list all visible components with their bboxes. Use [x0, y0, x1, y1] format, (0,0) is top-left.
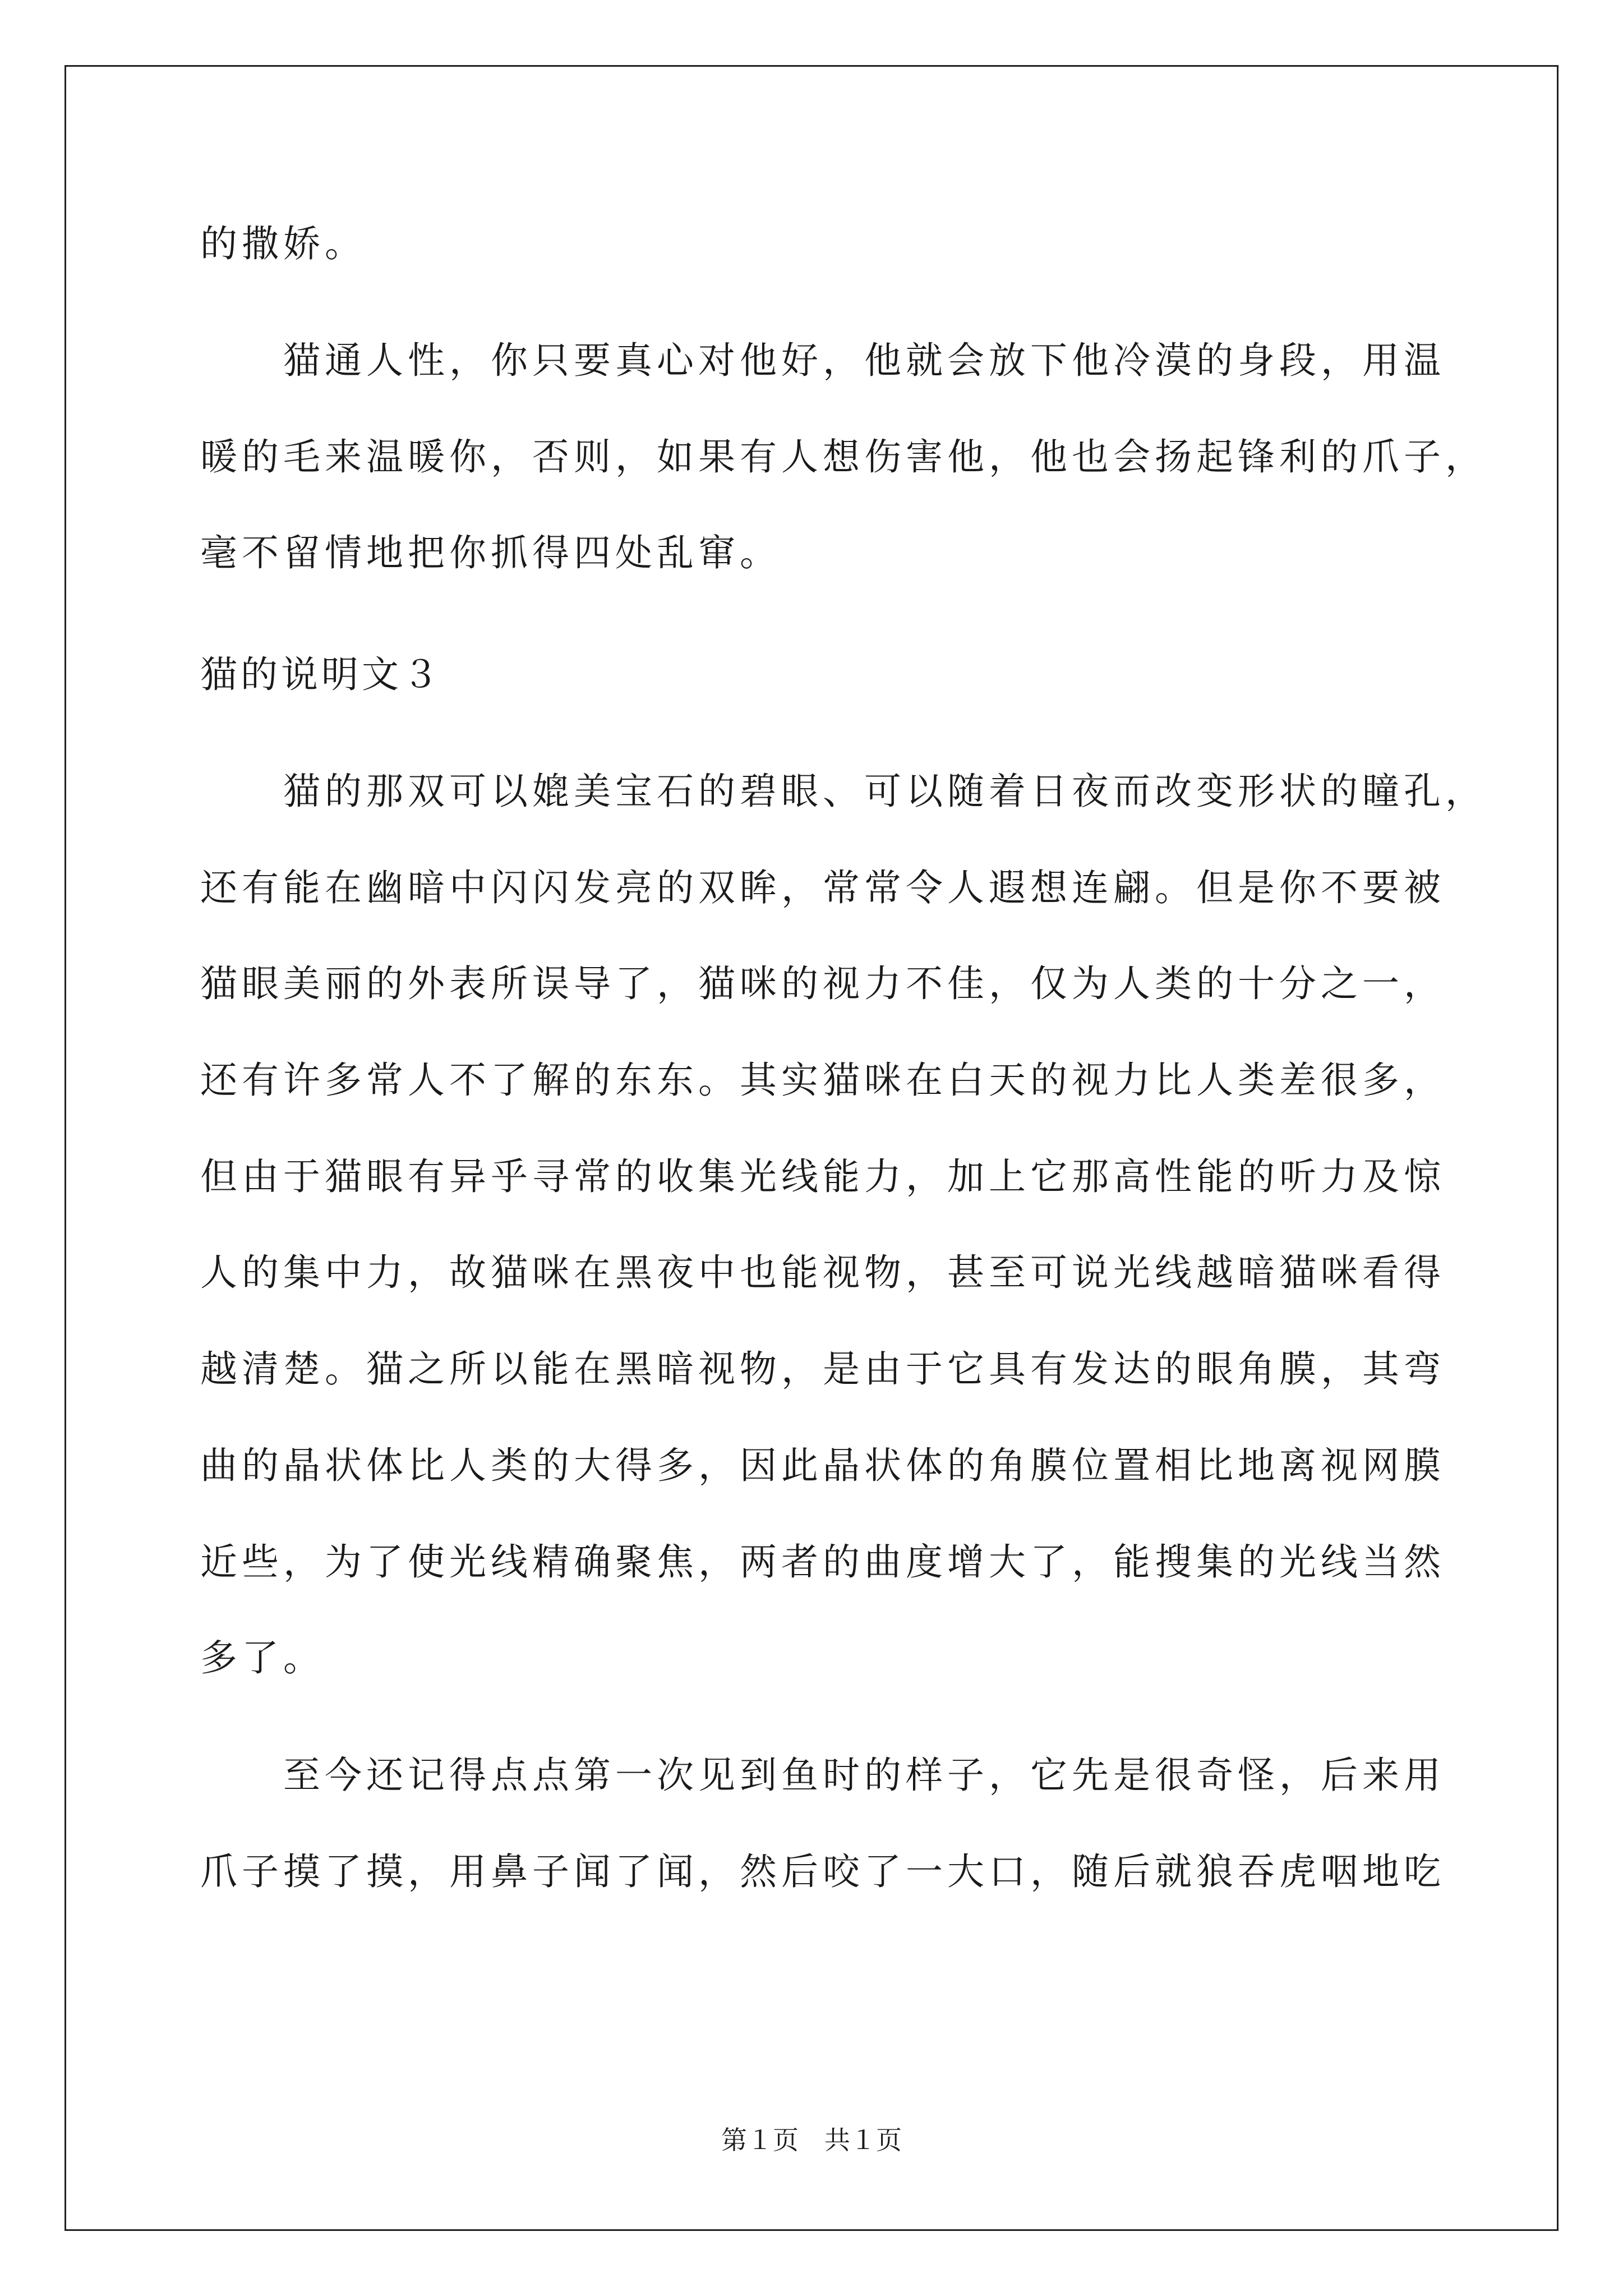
text-line: 多了。 [200, 1636, 325, 1680]
text-line: 毫不留情地把你抓得四处乱窜。 [200, 531, 781, 574]
text-line: 曲的晶状体比人类的大得多，因此晶状体的角膜位置相比地离视网膜 [200, 1444, 1445, 1487]
paragraph-first-line: 猫的那双可以媲美宝石的碧眼、可以随着日夜而改变形状的瞳孔， [283, 770, 1487, 813]
text-line: 的撒娇。 [200, 222, 366, 265]
text-line: 还有能在幽暗中闪闪发亮的双眸，常常令人遐想连翩。但是你不要被 [200, 866, 1445, 909]
page-border [64, 65, 1559, 2231]
text-line: 越清楚。猫之所以能在黑暗视物，是由于它具有发达的眼角膜，其弯 [200, 1347, 1445, 1391]
paragraph-first-line: 猫通人性，你只要真心对他好，他就会放下他冷漠的身段，用温 [283, 339, 1445, 382]
section-heading: 猫的说明文３ [200, 653, 442, 696]
paragraph-first-line: 至今还记得点点第一次见到鱼时的样子，它先是很奇怪，后来用 [283, 1754, 1445, 1797]
text-line: 但由于猫眼有异乎寻常的收集光线能力，加上它那高性能的听力及惊 [200, 1155, 1445, 1198]
text-line: 暖的毛来温暖你，否则，如果有人想伤害他，他也会扬起锋利的爪子， [200, 435, 1487, 478]
text-line: 猫眼美丽的外表所误导了，猫咪的视力不佳，仅为人类的十分之一， [200, 962, 1445, 1005]
text-line: 爪子摸了摸，用鼻子闻了闻，然后咬了一大口，随后就狼吞虎咽地吃 [200, 1850, 1445, 1893]
text-line: 还有许多常人不了解的东东。其实猫咪在白天的视力比人类差很多， [200, 1059, 1445, 1102]
page-number: 第１页 共１页 [721, 2125, 902, 2155]
text-line: 近些，为了使光线精确聚焦，两者的曲度增大了，能搜集的光线当然 [200, 1540, 1445, 1584]
text-line: 人的集中力，故猫咪在黑夜中也能视物，甚至可说光线越暗猫咪看得 [200, 1251, 1445, 1294]
